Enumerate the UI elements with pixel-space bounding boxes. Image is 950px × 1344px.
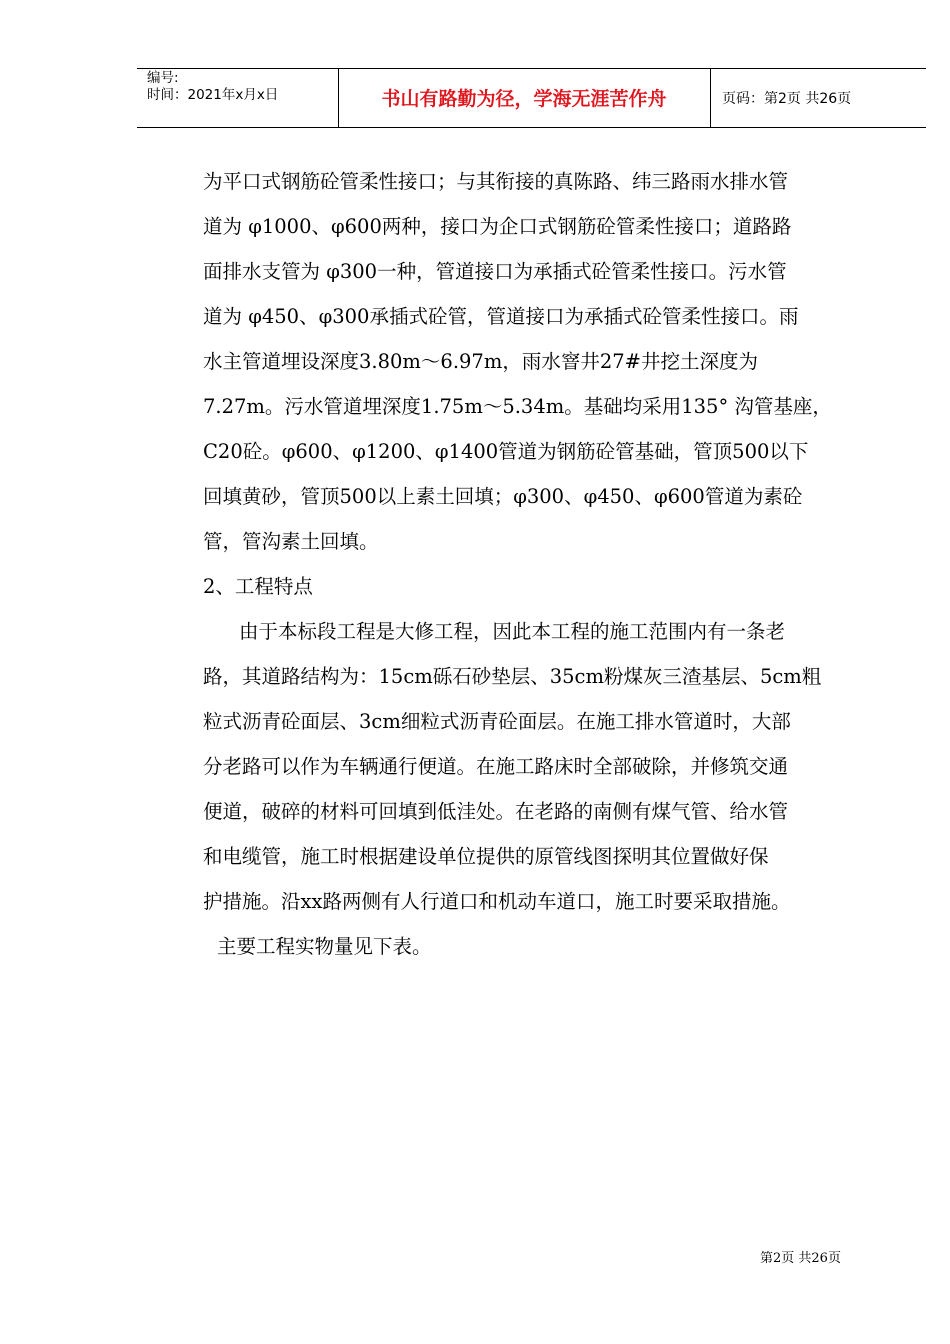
header-motto: 书山有路勤为径，学海无涯苦作舟 (381, 88, 667, 110)
document-date: 时间：2021年x月x日 (147, 87, 279, 103)
body-line: 为平口式钢筋砼管柔性接口；与其衔接的真陈路、纬三路雨水排水管 (203, 170, 789, 193)
body-line: 7.27m。污水管道埋深度1.75m～5.34m。基础均采用135° 沟管基座， (203, 395, 832, 418)
body-line: 回填黄砂，管顶500以上素土回填；φ300、φ450、φ600管道为素砼 (203, 485, 803, 508)
body-line: 路，其道路结构为：15cm砾石砂垫层、35cm粉煤灰三渣基层、5cm粗 (203, 665, 822, 688)
body-line: 粒式沥青砼面层、3cm细粒式沥青砼面层。在施工排水管道时，大部 (203, 710, 791, 733)
body-line: 便道，破碎的材料可回填到低洼处。在老路的南侧有煤气管、给水管 (203, 800, 789, 823)
page-header (137, 68, 926, 128)
header-divider-right (710, 68, 711, 128)
body-line: 和电缆管，施工时根据建设单位提供的原管线图探明其位置做好保 (203, 845, 769, 868)
body-line: 面排水支管为 φ300一种，管道接口为承插式砼管柔性接口。污水管 (203, 260, 787, 283)
body-line: 道为 φ450、φ300承插式砼管，管道接口为承插式砼管柔性接口。雨 (203, 305, 799, 328)
body-line: 水主管道埋设深度3.80m～6.97m，雨水窨井27#井挖土深度为 (203, 350, 758, 373)
body-line: C20砼。φ600、φ1200、φ1400管道为钢筋砼管基础，管顶500以下 (203, 440, 809, 463)
section-heading: 2、工程特点 (203, 575, 313, 598)
body-line: 分老路可以作为车辆通行便道。在施工路床时全部破除，并修筑交通 (203, 755, 789, 778)
body-line: 由于本标段工程是大修工程，因此本工程的施工范围内有一条老 (239, 620, 786, 643)
header-page-info: 页码：第2页 共26页 (722, 91, 852, 107)
document-id-label: 编号: (147, 70, 179, 86)
footer-page-info: 第2页 共26页 (760, 1251, 841, 1266)
body-line: 道为 φ1000、φ600两种，接口为企口式钢筋砼管柔性接口；道路路 (203, 215, 792, 238)
body-line: 护措施。沿xx路两侧有人行道口和机动车道口，施工时要采取措施。 (203, 890, 791, 913)
body-line: 管，管沟素土回填。 (203, 530, 379, 553)
body-line: 主要工程实物量见下表。 (217, 935, 432, 958)
